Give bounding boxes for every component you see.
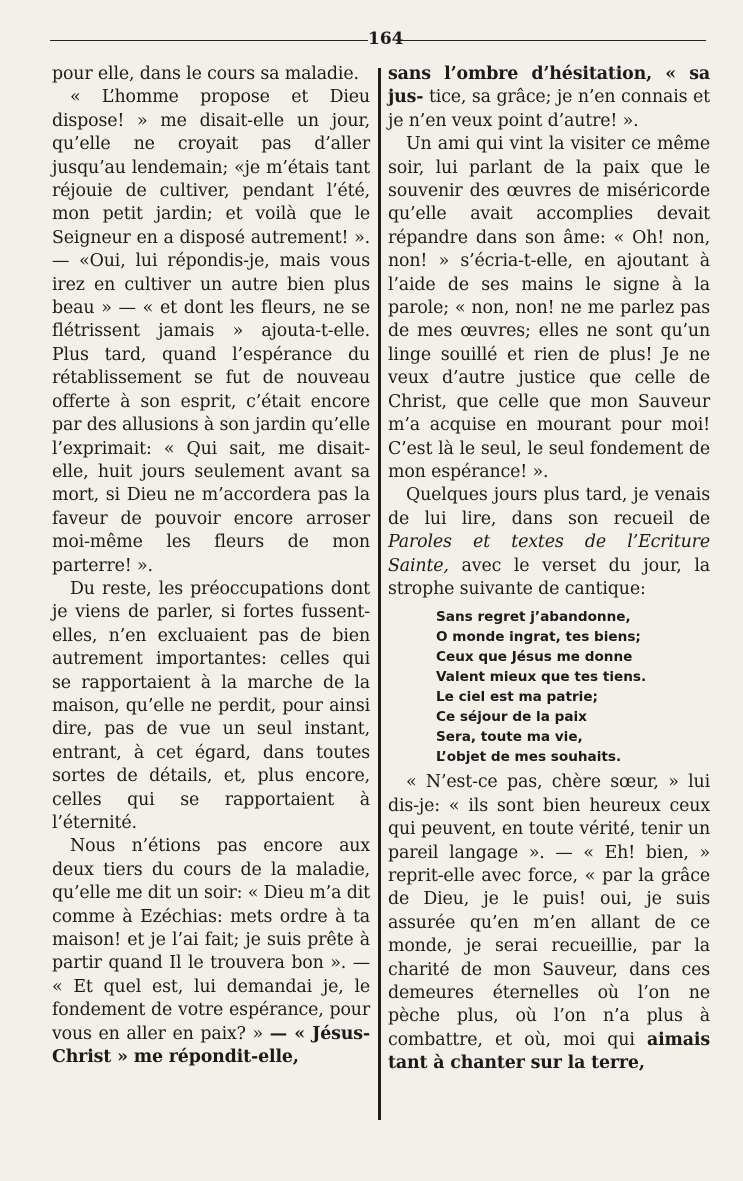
paragraph bbox=[388, 484, 710, 601]
paragraph-text: « N’est-ce pas, chère sœur, » lui dis-je: « ils sont bien heureux ceux qui peuvent, en toute vérité, tenir un pareil langage ». — « Eh! bien, » reprit-elle avec force, « par la grâce de Dieu, je le puis! oui, je suis assurée qu’en m’en allant de ce monde, je serai recueillie, par la charité de mon Sauveur, dans ces demeures éternelles où l’on ne pèche plus, où l’on n’a plus à combattre, et où, moi qui bbox=[388, 772, 710, 1050]
poem-line: Valent mieux que tes tiens. bbox=[436, 669, 647, 686]
column-divider bbox=[378, 68, 381, 1120]
poem-line: Le ciel est ma patrie; bbox=[436, 689, 598, 706]
right-column bbox=[388, 63, 710, 1076]
paragraph bbox=[388, 771, 710, 1075]
header-rule-left bbox=[50, 40, 368, 41]
header-rule-right bbox=[396, 40, 706, 41]
poem-line: Sera, toute ma vie, bbox=[436, 729, 583, 746]
poem-line: Sans regret j’abandonne, bbox=[436, 609, 631, 626]
page-number: 164 bbox=[368, 29, 404, 49]
poem-line: Ceux que Jésus me donne bbox=[436, 649, 633, 666]
paragraph: pour elle, dans le cours sa maladie. bbox=[52, 64, 359, 84]
paragraph-text: avec le verset du jour, la strophe suivante de cantique: bbox=[388, 555, 710, 599]
poem-line: Ce séjour de la paix bbox=[436, 709, 587, 726]
paragraph-text: Nous n’étions pas encore aux deux tiers du cours de la maladie, qu’elle me dit un soir: « Dieu m’a dit comme à Ezéchias: mets ordre à ta maison! et je l’ai fait; je suis prête à partir quand Il le trouvera bon ». — « Et quel est, lui demandai je, le fondement de votre espérance, pour vous en aller en paix? » bbox=[52, 836, 370, 1044]
paragraph-text-bold: — « Jésus-Christ » me répondit-elle, bbox=[52, 1023, 370, 1068]
paragraph: Un ami qui vint la visiter ce même soir, lui parlant de la paix que le souvenir des œuvres de miséricorde qu’elle avait accomplies devait répandre dans son âme: « Oh! non, non! » s’écria-t-elle, en ajoutant à l’aide de ses mains le signe à la parole; « non, non! ne me parlez pas de mes œuvres; elles ne sont qu’un linge souillé et rien de plus! Je ne veux d’autre justice que celle de Christ, que celle que mon Sauveur m’a acquise en mourant pour moi! C’est là le seul, le seul fondement de mon espérance! ». bbox=[388, 134, 710, 482]
paragraph-text: Quelques jours plus tard, je venais de lui lire, dans son recueil de bbox=[388, 485, 710, 529]
poem-line: O monde ingrat, tes biens; bbox=[436, 629, 641, 646]
left-column bbox=[52, 63, 370, 1069]
hymn-stanza bbox=[436, 607, 710, 767]
poem-line: L’objet de mes souhaits. bbox=[436, 749, 622, 766]
paragraph bbox=[388, 63, 710, 133]
paragraph: « L’homme propose et Dieu dispose! » me disait-elle un jour, qu’elle ne croyait pas d’aller jusqu’au lendemain; «je m’étais tant réjouie de cultiver, pendant l’été, mon petit jardin; et voilà que le Seigneur en a disposé autrement! ». — «Oui, lui répondis-je, mais vous irez en cultiver un autre bien plus beau » — « et dont les fleurs, ne se flétrissent jamais » ajouta-t-elle. Plus tard, quand l’espérance du rétablissement se fut de nouveau offerte à son esprit, c’était encore par des allusions à son jardin qu’elle l’exprimait: « Qui sait, me disait-elle, huit jours seulement avant sa mort, si Dieu ne m’accordera pas la faveur de pouvoir encore arroser moi-même les fleurs de mon parterre! ». bbox=[52, 87, 370, 576]
paragraph: Du reste, les préoccupations dont je viens de parler, si fortes fussent-elles, n’en excluaient pas de bien autrement importantes: celles qui se rapportaient à la marche de la maison, qu’elle ne perdit, pour ainsi dire, pas de vue un seul instant, entrant, à cet égard, dans toutes sortes de détails, et, plus encore, celles qui se rapportaient à l’éternité. bbox=[52, 578, 370, 833]
paragraph-text-bold: sans l’ombre d’hésitation, « sa jus- bbox=[388, 64, 710, 108]
paragraph-text: tice, sa grâce; je n’en connais et je n’en veux point d’autre! ». bbox=[388, 87, 710, 131]
paragraph-text-bold: aimais tant à chanter sur la terre, bbox=[388, 1029, 710, 1074]
paragraph bbox=[52, 835, 370, 1069]
book-title: Paroles et textes de l’Ecriture Sainte, bbox=[388, 532, 710, 576]
